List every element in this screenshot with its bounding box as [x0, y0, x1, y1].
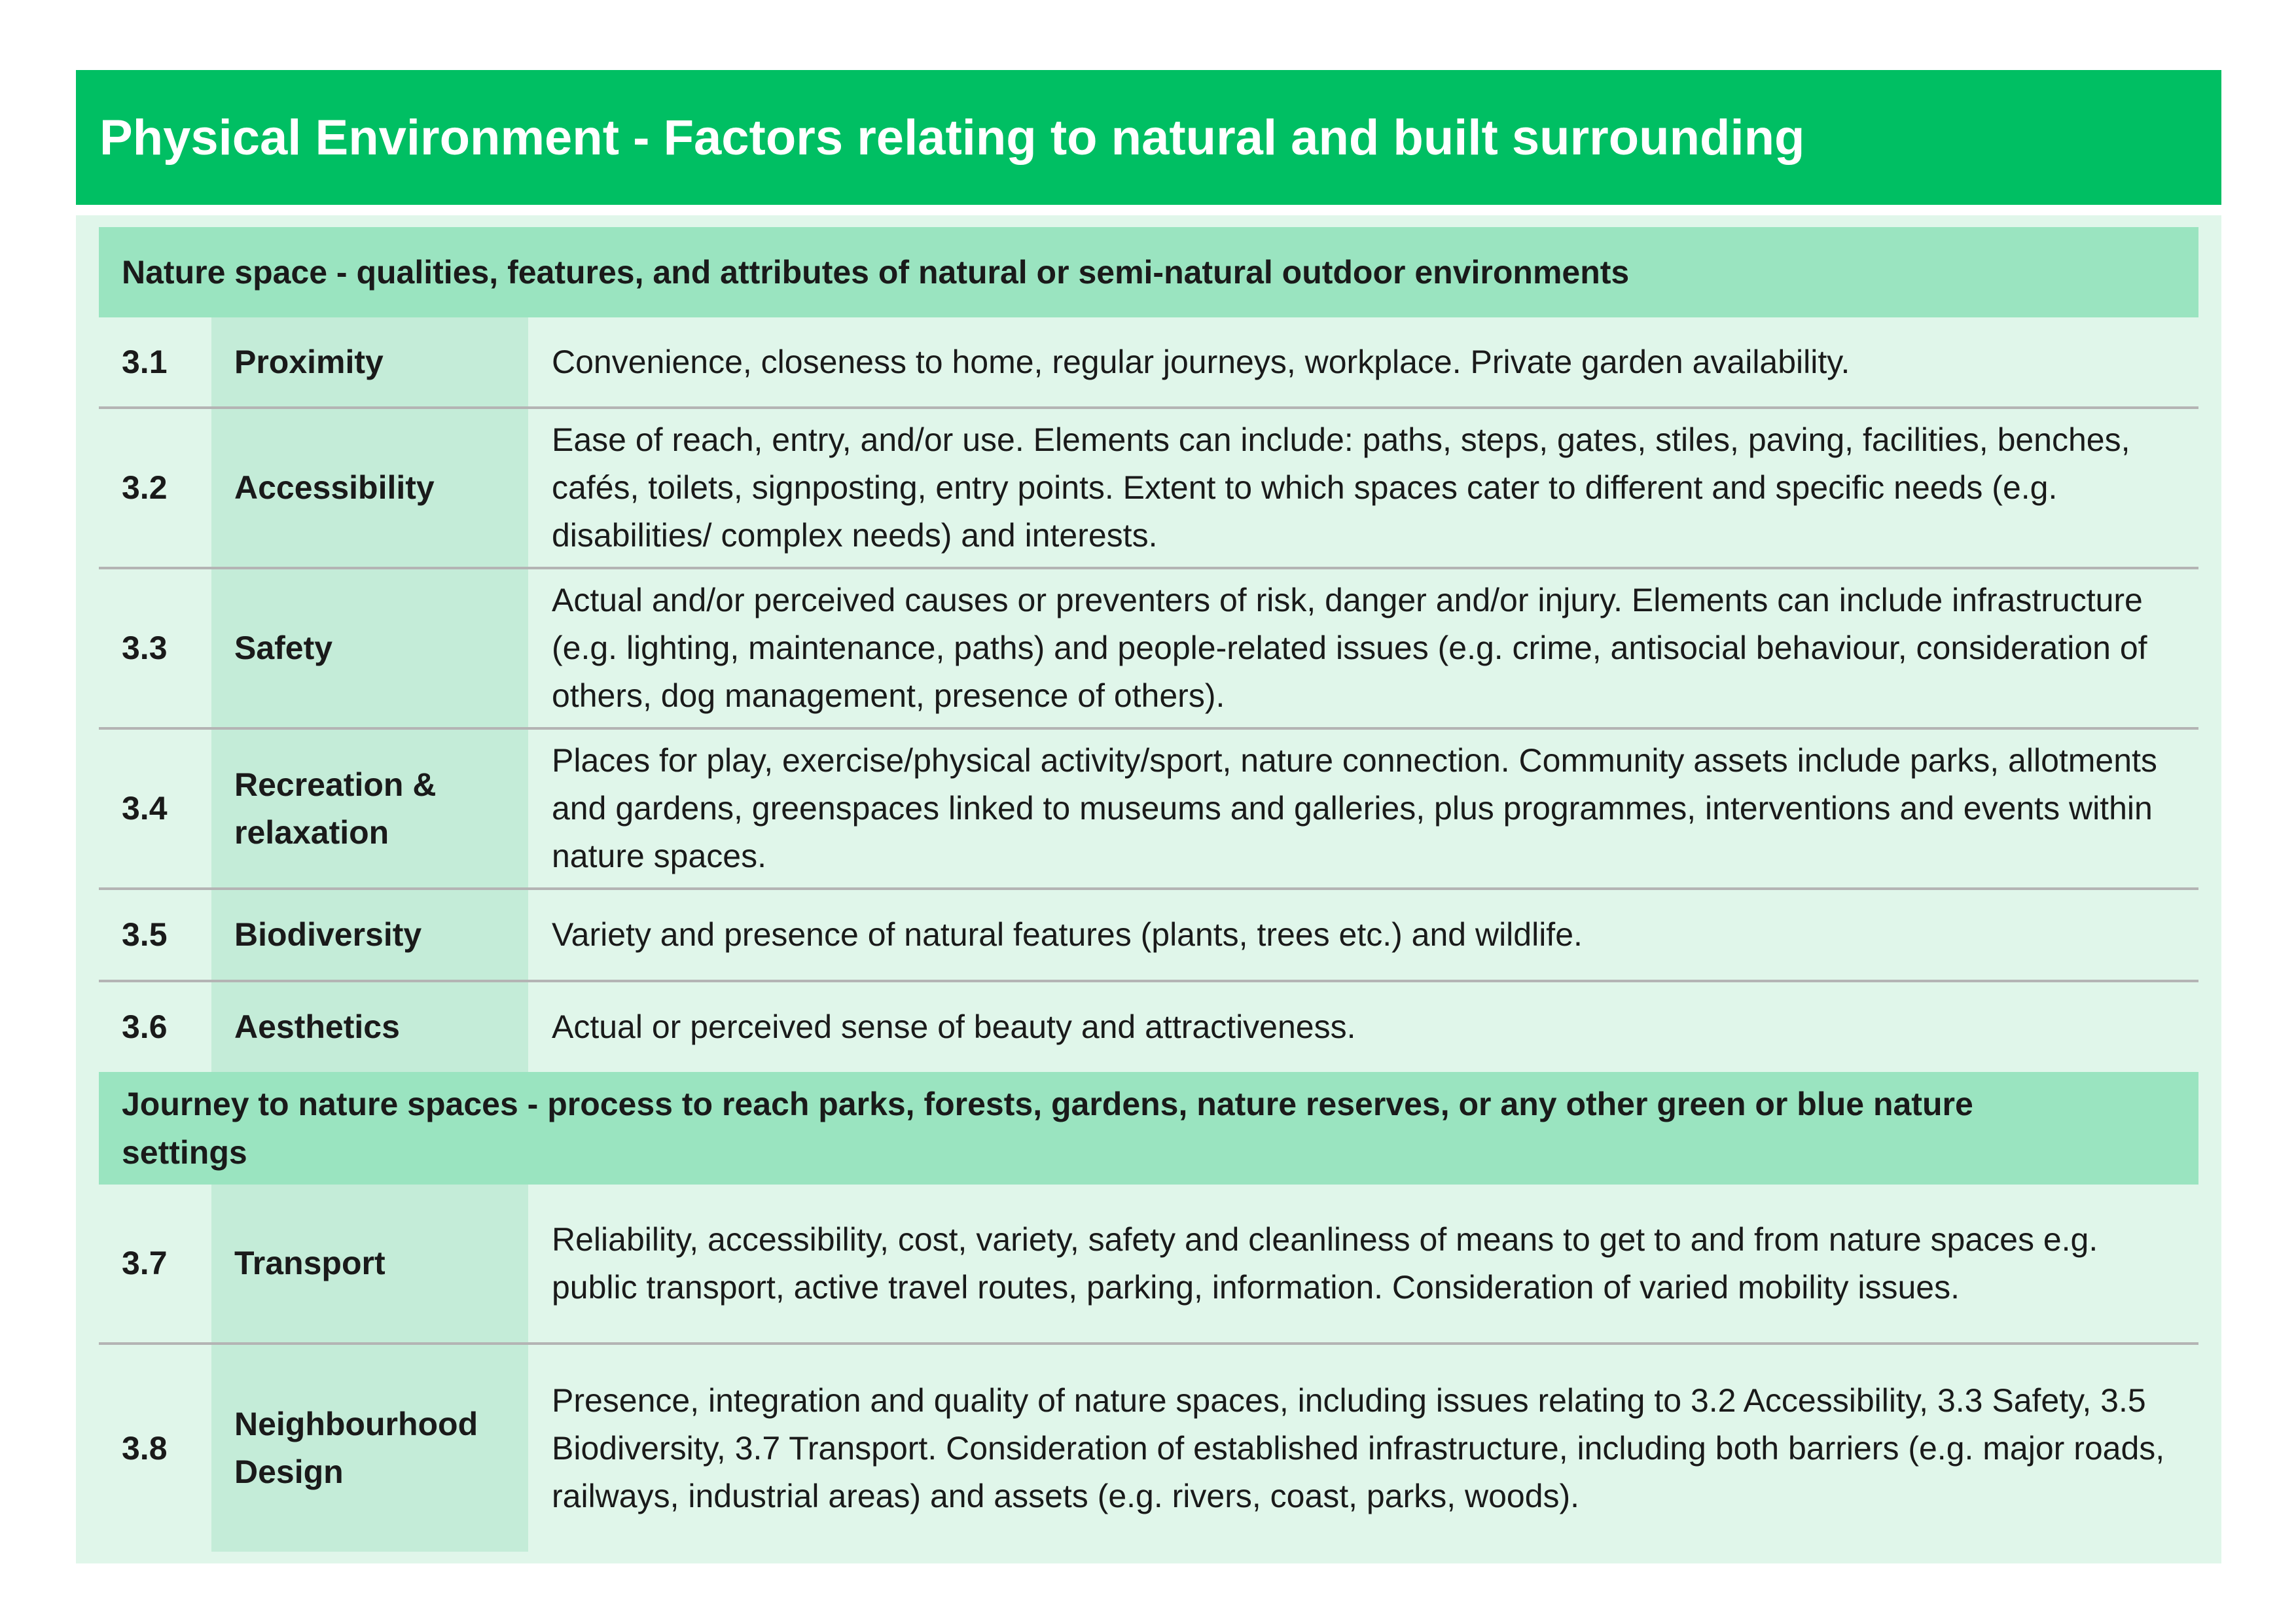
factor-number: 3.6: [122, 1008, 168, 1045]
factors-table: [76, 215, 2221, 1563]
table-row: [99, 980, 2198, 1072]
table-row: [99, 1342, 2198, 1552]
factor-number: 3.4: [122, 790, 168, 827]
factor-description: Actual or perceived sense of beauty and attractiveness.: [552, 1008, 1356, 1045]
factor-label: Safety: [211, 569, 528, 727]
factor-description: Convenience, closeness to home, regular journeys, workplace. Private garden availability.: [552, 343, 1850, 380]
factor-description: Variety and presence of natural features (plants, trees etc.) and wildlife.: [552, 916, 1583, 953]
factor-number: 3.8: [122, 1429, 168, 1467]
factor-label: Neighbourhood Design: [211, 1345, 528, 1552]
factor-description: Actual and/or perceived causes or preventers of risk, danger and/or injury. Elements can include infrastructure (e.g. lighting, maintenance, paths) and people-related issues (e.g. crime, antisocial behaviour, consideration of others, dog management, presence of others).: [552, 582, 2147, 714]
table-row: [99, 1185, 2198, 1342]
factor-label: Recreation & relaxation: [211, 730, 528, 887]
factor-description: Places for play, exercise/physical activity/sport, nature connection. Community assets include parks, allotments and gardens, greenspaces linked to museums and galleries, plus programmes, interventions and events within nature spaces.: [552, 742, 2157, 874]
section-header-journey: Journey to nature spaces - process to reach parks, forests, gardens, nature reserves, or any other green or blue nature settings: [99, 1072, 2198, 1185]
factor-description: Ease of reach, entry, and/or use. Elements can include: paths, steps, gates, stiles, paving, facilities, benches, cafés, toilets, signposting, entry points. Extent to which spaces cater to different and specific needs (e.g. disabilities/ complex needs) and interests.: [552, 421, 2130, 554]
factor-description: Presence, integration and quality of nature spaces, including issues relating to 3.2 Accessibility, 3.3 Safety, 3.5 Biodiversity, 3.7 Transport. Consideration of established infrastructure, including both barriers (e.g. major roads, railways, industrial areas) and assets (e.g. rivers, coast, parks, woods).: [552, 1382, 2165, 1514]
factor-label: Aesthetics: [211, 982, 528, 1072]
table-row: [99, 317, 2198, 406]
factor-number: 3.5: [122, 916, 168, 953]
factor-number: 3.7: [122, 1245, 168, 1281]
section-header-nature-space: Nature space - qualities, features, and attributes of natural or semi-natural outdoor environments: [99, 227, 2198, 317]
title-bar: [76, 70, 2221, 205]
table-row: [99, 727, 2198, 887]
table-row: [99, 887, 2198, 980]
factor-label: Accessibility: [211, 409, 528, 567]
table-row: [99, 406, 2198, 567]
factor-number: 3.3: [122, 630, 168, 666]
page-title: Physical Environment - Factors relating to natural and built surrounding: [99, 109, 1805, 166]
document-page: [76, 70, 2221, 1563]
factor-label: Biodiversity: [211, 890, 528, 980]
factor-label: Proximity: [211, 317, 528, 406]
factor-description: Reliability, accessibility, cost, variety, safety and cleanliness of means to get to and from nature spaces e.g. public transport, active travel routes, parking, information. Consideration of varied mobility issues.: [552, 1221, 2098, 1306]
factor-number: 3.1: [122, 343, 168, 380]
factor-label: Transport: [211, 1185, 528, 1342]
table-row: [99, 567, 2198, 727]
factor-number: 3.2: [122, 469, 168, 506]
